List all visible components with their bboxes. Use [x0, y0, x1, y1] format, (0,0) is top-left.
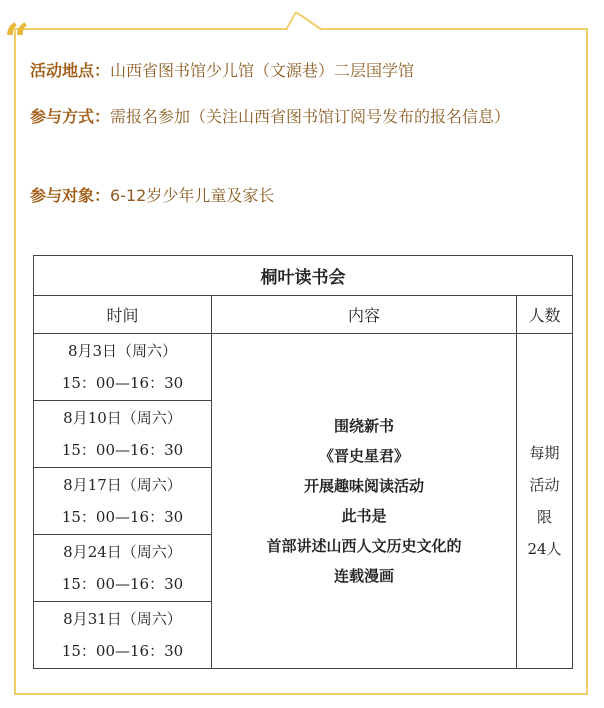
- session-date: 8月3日（周六）: [67, 342, 178, 360]
- session-date: 8月24日（周六）: [63, 543, 182, 561]
- method-value: 需报名参加（关注山西省图书馆订阅号发布的报名信息）: [110, 107, 511, 126]
- audience-label: 参与对象：: [30, 186, 111, 205]
- content-line: 首部讲述山西人文历史文化的: [266, 537, 462, 555]
- content-line: 开展趣味阅读活动: [303, 477, 424, 495]
- session-date: 8月10日（周六）: [63, 409, 182, 427]
- session-time: 15：00—16：30: [61, 441, 184, 459]
- session-time: 15：00—16：30: [61, 642, 184, 660]
- count-line: 限: [537, 508, 553, 526]
- header-count: 人数: [517, 296, 573, 334]
- session-cell: [34, 535, 212, 602]
- session-cell: [34, 602, 212, 669]
- content-line: 连载漫画: [333, 567, 394, 585]
- session-time: 15：00—16：30: [61, 575, 184, 593]
- table-title: 桐叶读书会: [34, 256, 573, 296]
- quote-icon: “: [4, 15, 30, 66]
- session-cell: [34, 468, 212, 535]
- content-line: 《晋史星君》: [318, 447, 409, 465]
- table-row: [34, 334, 573, 401]
- session-date: 8月17日（周六）: [63, 476, 182, 494]
- location-label: 活动地点：: [30, 61, 111, 80]
- content-cell: [212, 334, 517, 669]
- session-time: 15：00—16：30: [61, 374, 184, 392]
- header-content: 内容: [212, 296, 517, 334]
- content-line: 此书是: [341, 507, 387, 525]
- schedule-table: [33, 255, 573, 669]
- card-notch: [286, 12, 322, 32]
- audience-value: 6-12岁少年儿童及家长: [110, 186, 275, 205]
- method-line: [30, 101, 578, 133]
- session-time: 15：00—16：30: [61, 508, 184, 526]
- session-date: 8月31日（周六）: [63, 610, 182, 628]
- session-cell: [34, 334, 212, 401]
- session-cell: [34, 401, 212, 468]
- count-cell: [517, 334, 573, 669]
- count-line: 活动: [529, 476, 560, 494]
- content-line: 围绕新书: [333, 417, 394, 435]
- method-label: 参与方式：: [30, 107, 111, 126]
- count-line: 每期: [529, 444, 560, 462]
- count-line: 24人: [527, 540, 562, 558]
- header-time: 时间: [34, 296, 212, 334]
- audience-line: [30, 180, 578, 212]
- location-line: [30, 55, 578, 87]
- location-value: 山西省图书馆少儿馆（文源巷）二层国学馆: [110, 61, 415, 80]
